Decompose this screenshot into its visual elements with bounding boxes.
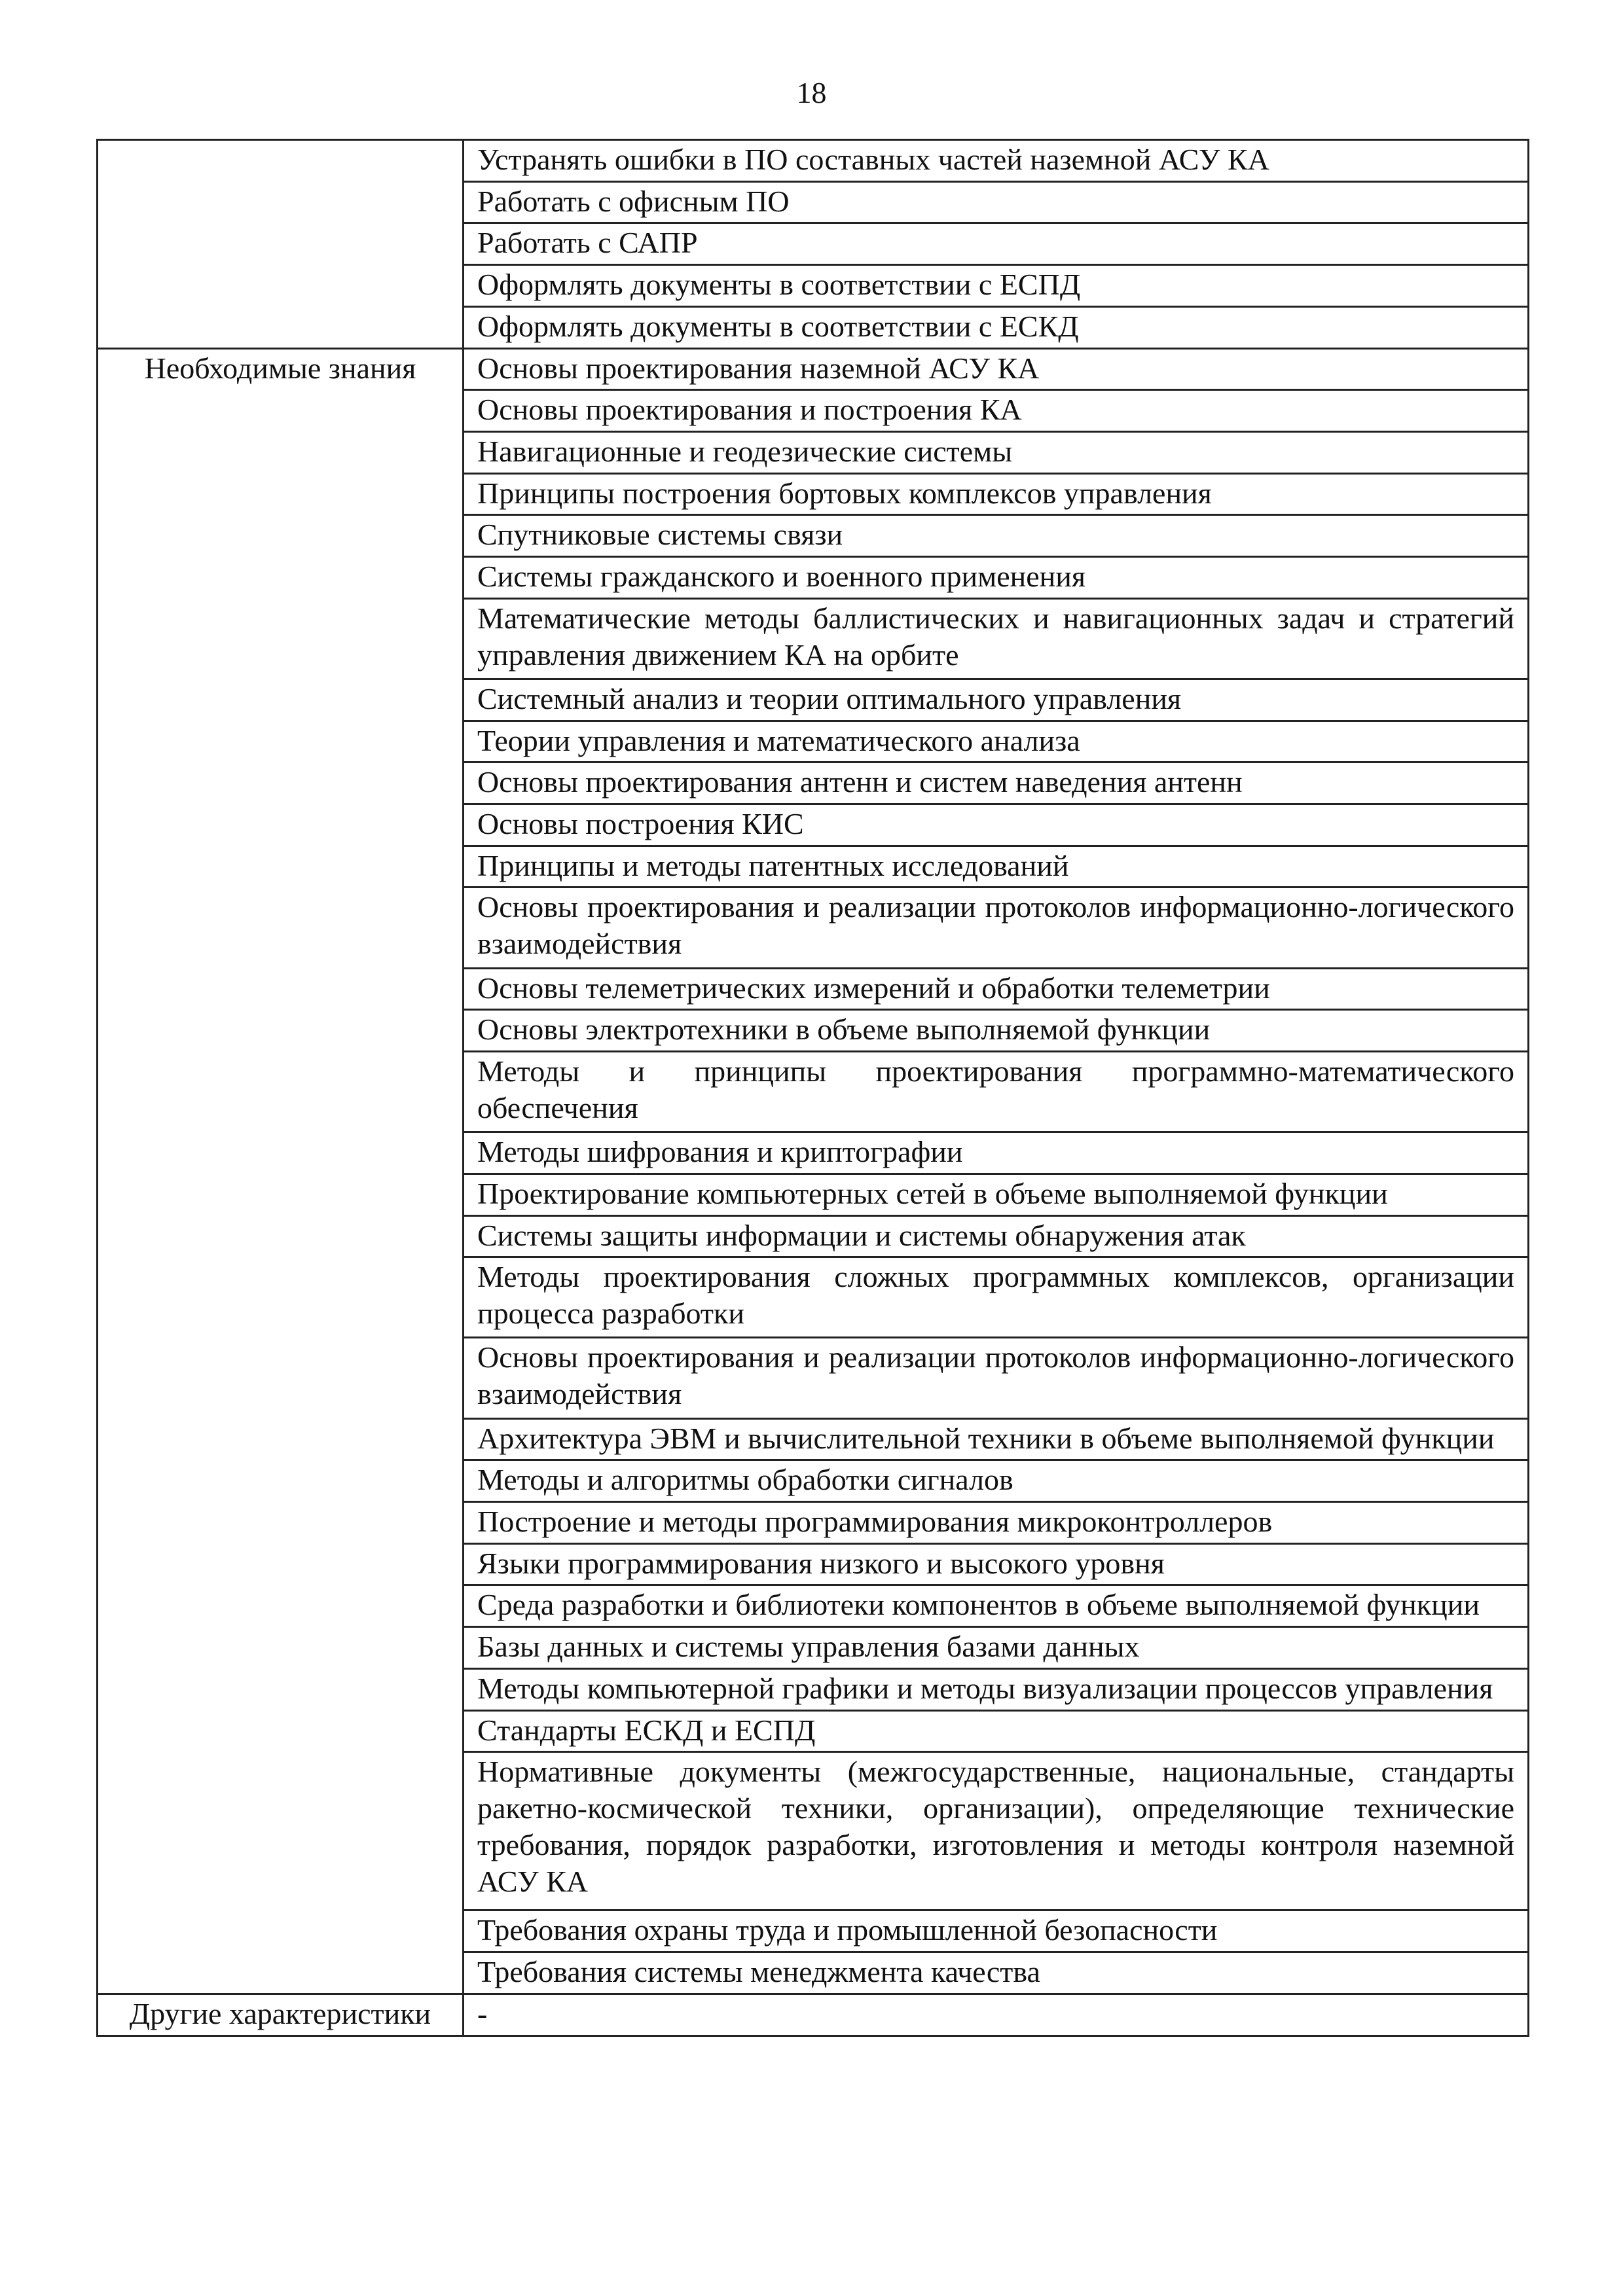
knowledge-cell: Основы проектирования и реализации протоколов информационно-логического взаимодействия <box>464 1338 1529 1418</box>
table-row <box>98 1994 1529 2036</box>
knowledge-cell: Основы проектирования и реализации протоколов информационно-логического взаимодействия <box>464 888 1529 968</box>
knowledge-cell: Основы проектирования антенн и систем наведения антенн <box>464 762 1529 804</box>
knowledge-cell: Математические методы баллистических и навигационных задач и стратегий управления движением КА на орбите <box>464 598 1529 679</box>
skill-cell: Работать с офисным ПО <box>464 181 1529 223</box>
skill-cell: Работать с САПР <box>464 223 1529 265</box>
skill-cell: Устранять ошибки в ПО составных частей наземной АСУ КА <box>464 140 1529 182</box>
knowledge-cell: Языки программирования низкого и высокого уровня <box>464 1543 1529 1585</box>
knowledge-cell: Основы построения КИС <box>464 804 1529 846</box>
page-number: 18 <box>796 76 827 109</box>
knowledge-cell: Проектирование компьютерных сетей в объеме выполняемой функции <box>464 1174 1529 1215</box>
knowledge-cell: Основы электротехники в объеме выполняемой функции <box>464 1010 1529 1052</box>
knowledge-cell: Требования охраны труда и промышленной безопасности <box>464 1910 1529 1952</box>
other-characteristics-value: - <box>464 1994 1529 2036</box>
knowledge-cell: Нормативные документы (межгосударственные, национальные, стандарты ракетно-космической техники, организации), определяющие технические требования, порядок разработки, изготовления и методы контроля наземной АСУ КА <box>464 1752 1529 1910</box>
knowledge-cell: Архитектура ЭВМ и вычислительной техники в объеме выполняемой функции <box>464 1418 1529 1460</box>
knowledge-cell: Среда разработки и библиотеки компонентов в объеме выполняемой функции <box>464 1585 1529 1627</box>
knowledge-cell: Методы и принципы проектирования программно-математического обеспечения <box>464 1052 1529 1132</box>
knowledge-cell: Системы гражданского и военного применения <box>464 557 1529 599</box>
table-row <box>98 140 1529 182</box>
table-row <box>98 348 1529 390</box>
knowledge-cell: Принципы построения бортовых комплексов управления <box>464 473 1529 515</box>
knowledge-cell: Методы проектирования сложных программных комплексов, организации процесса разработки <box>464 1257 1529 1338</box>
knowledge-cell: Требования системы менеджмента качества <box>464 1952 1529 1994</box>
knowledge-label: Необходимые знания <box>98 348 464 1994</box>
knowledge-cell: Основы телеметрических измерений и обработки телеметрии <box>464 968 1529 1010</box>
skill-cell: Оформлять документы в соответствии с ЕСПД <box>464 265 1529 307</box>
knowledge-cell: Системы защиты информации и системы обнаружения атак <box>464 1215 1529 1257</box>
knowledge-cell: Методы компьютерной графики и методы визуализации процессов управления <box>464 1668 1529 1710</box>
knowledge-cell: Методы шифрования и криптографии <box>464 1132 1529 1174</box>
knowledge-cell: Системный анализ и теории оптимального управления <box>464 679 1529 721</box>
knowledge-cell: Построение и методы программирования микроконтроллеров <box>464 1502 1529 1544</box>
knowledge-cell: Навигационные и геодезические системы <box>464 431 1529 473</box>
knowledge-cell: Базы данных и системы управления базами данных <box>464 1627 1529 1669</box>
knowledge-cell: Стандарты ЕСКД и ЕСПД <box>464 1710 1529 1752</box>
skill-cell: Оформлять документы в соответствии с ЕСКД <box>464 306 1529 348</box>
continued-label-cell <box>98 140 464 349</box>
knowledge-cell: Теории управления и математического анализа <box>464 721 1529 762</box>
knowledge-cell: Основы проектирования и построения КА <box>464 390 1529 432</box>
other-characteristics-label: Другие характеристики <box>98 1994 464 2036</box>
knowledge-cell: Спутниковые системы связи <box>464 515 1529 557</box>
knowledge-cell: Принципы и методы патентных исследований <box>464 846 1529 888</box>
requirements-table <box>96 139 1529 2037</box>
knowledge-cell: Методы и алгоритмы обработки сигналов <box>464 1460 1529 1502</box>
knowledge-cell: Основы проектирования наземной АСУ КА <box>464 348 1529 390</box>
